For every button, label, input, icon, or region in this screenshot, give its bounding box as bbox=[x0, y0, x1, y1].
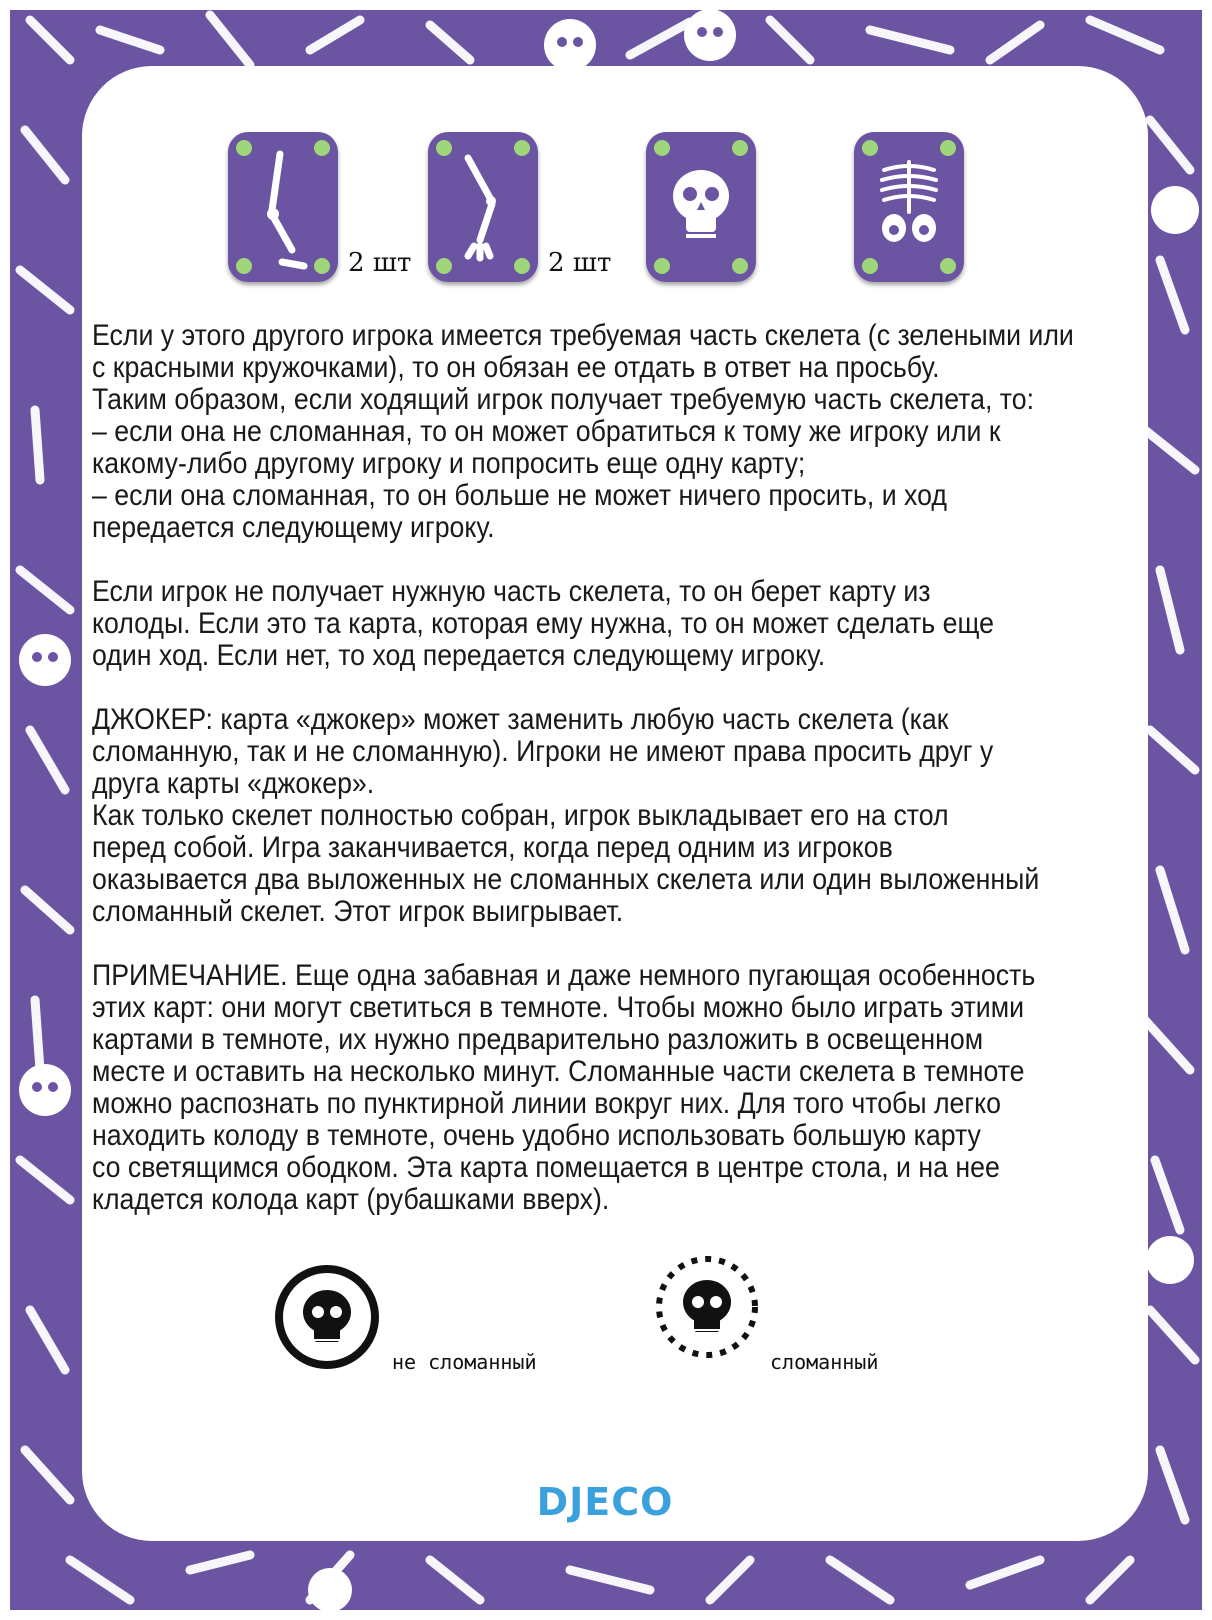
intact-label: не сломанный bbox=[392, 1350, 537, 1374]
text-line: Если игрок не получает нужную часть скелета, то он берет карту из bbox=[92, 575, 931, 608]
djeco-logo: DJECO bbox=[536, 1480, 674, 1524]
legend-broken bbox=[652, 1262, 952, 1402]
text-line: – если она сломанная, то он больше не может ничего просить, и ход bbox=[92, 479, 947, 512]
card-skull bbox=[646, 132, 756, 282]
text-line: какому-либо другому игроку и попросить еще одну карту; bbox=[92, 447, 806, 480]
paragraph-asking bbox=[92, 320, 1142, 544]
text-line: колоды. Если это та карта, которая ему нужна, то он может сделать еще bbox=[92, 607, 994, 640]
card-leg-bone bbox=[228, 132, 338, 282]
card-arm-bone bbox=[428, 132, 538, 282]
text-line: ДЖОКЕР: карта «джокер» может заменить любую часть скелета (как bbox=[92, 703, 949, 736]
card-count-leg: 2 шт bbox=[348, 248, 412, 278]
intact-skull-icon bbox=[272, 1262, 382, 1372]
text-line: Если у этого другого игрока имеется требуемая часть скелета (с зелеными или bbox=[92, 319, 1074, 352]
paragraph-joker bbox=[92, 704, 1142, 928]
ribcage-icon bbox=[854, 132, 964, 282]
card-count-arm: 2 шт bbox=[548, 248, 612, 278]
text-line: передается следующему игроку. bbox=[92, 511, 495, 544]
text-line: со светящимся ободком. Эта карта помещается в центре стола, и на нее bbox=[92, 1151, 1000, 1184]
text-line: Таким образом, если ходящий игрок получает требуемую часть скелета, то: bbox=[92, 383, 1035, 416]
paragraph-note bbox=[92, 960, 1142, 1216]
text-line: этих карт: они могут светиться в темноте. Чтобы можно было играть этими bbox=[92, 991, 1024, 1024]
text-line: сломанную, так и не сломанную). Игроки не имеют права просить друг у bbox=[92, 735, 994, 768]
text-line: можно распознать по пунктирной линии вокруг них. Для того чтобы легко bbox=[92, 1087, 1001, 1120]
text-line: – если она не сломанная, то он может обратиться к тому же игроку или к bbox=[92, 415, 1001, 448]
text-line: перед собой. Игра заканчивается, когда перед одним из игроков bbox=[92, 831, 893, 864]
rules-text bbox=[92, 320, 1142, 1248]
text-line: месте и оставить на несколько минут. Сломанные части скелета в темноте bbox=[92, 1055, 1025, 1088]
cards-row bbox=[0, 132, 1212, 292]
broken-skull-icon bbox=[652, 1252, 762, 1362]
text-line: ПРИМЕЧАНИЕ. Еще одна забавная и даже немного пугающая особенность bbox=[92, 959, 1036, 992]
text-line: друга карты «джокер». bbox=[92, 767, 375, 800]
broken-label: сломанный bbox=[770, 1350, 879, 1374]
text-line: один ход. Если нет, то ход передается следующему игроку. bbox=[92, 639, 826, 672]
text-line: картами в темноте, их нужно предварительно разложить в освещенном bbox=[92, 1023, 984, 1056]
text-line: сломанный скелет. Этот игрок выигрывает. bbox=[92, 895, 624, 928]
skull-icon bbox=[646, 132, 756, 282]
leg-bone-icon bbox=[228, 132, 338, 282]
text-line: находить колоду в темноте, очень удобно использовать большую карту bbox=[92, 1119, 981, 1152]
card-ribcage bbox=[854, 132, 964, 282]
text-line: кладется колода карт (рубашками вверх). bbox=[92, 1183, 610, 1216]
text-line: Как только скелет полностью собран, игрок выкладывает его на стол bbox=[92, 799, 949, 832]
paragraph-draw bbox=[92, 576, 1142, 672]
arm-bone-icon bbox=[428, 132, 538, 282]
text-line: с красными кружочками), то он обязан ее отдать в ответ на просьбу. bbox=[92, 351, 940, 384]
text-line: оказывается два выложенных не сломанных скелета или один выложенный bbox=[92, 863, 1040, 896]
legend-intact bbox=[272, 1262, 572, 1402]
